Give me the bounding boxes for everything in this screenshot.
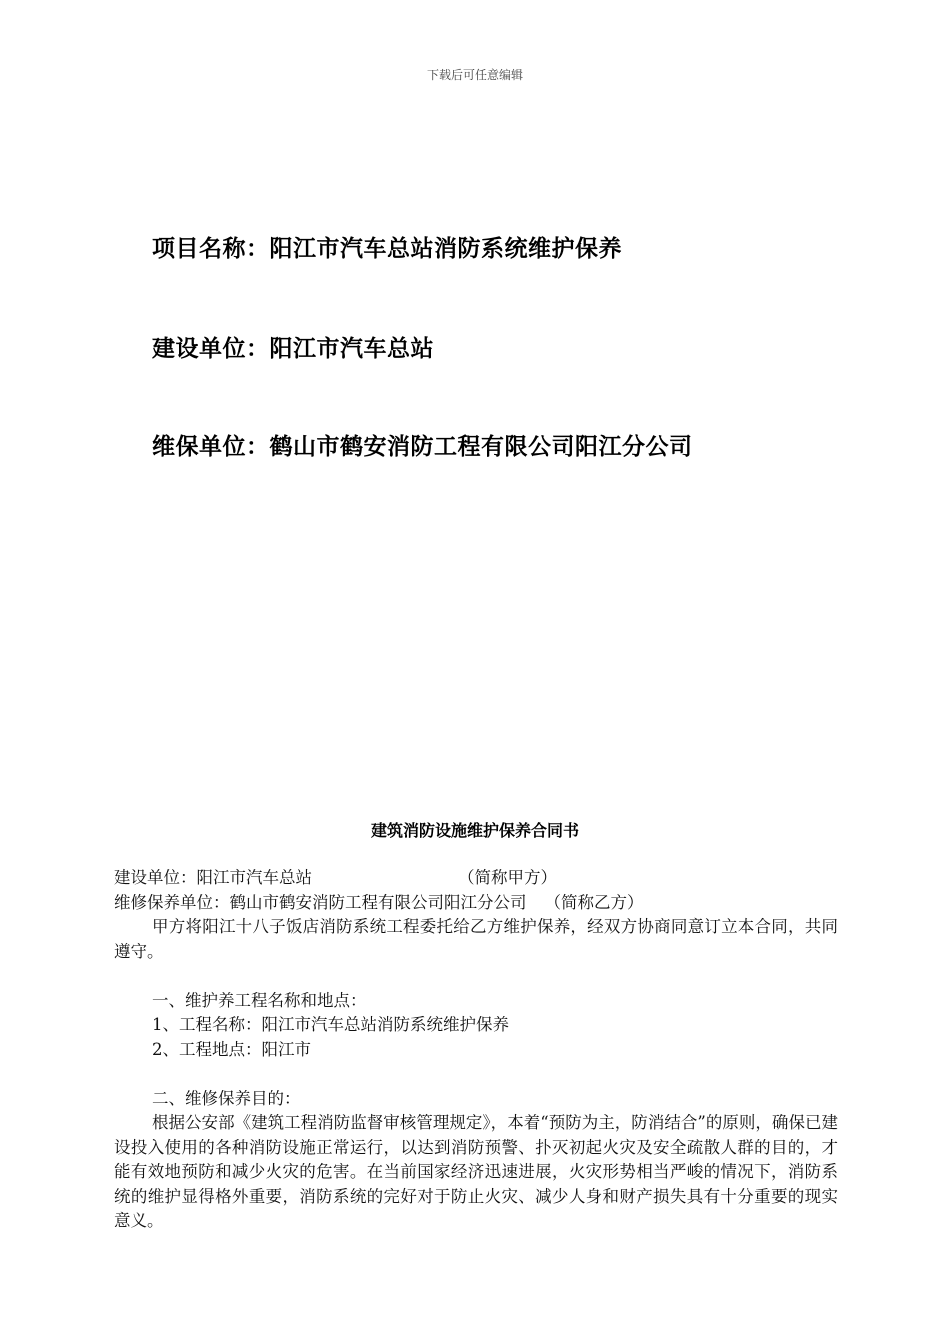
party-a-short: （简称甲方） — [458, 868, 557, 887]
section2-heading: 二、维修保养目的： — [152, 1088, 301, 1108]
party-a-label: 建设单位：阳江市汽车总站 — [114, 868, 312, 887]
party-b-label: 维修保养单位：鹤山市鹤安消防工程有限公司阳江分公司 — [114, 892, 527, 912]
intro-paragraph: 甲方将阳江十八子饭店消防系统工程委托给乙方维护保养，经双方协商同意订立本合同，共同遵守。 — [114, 917, 838, 961]
cover-construction-unit: 建设单位：阳江市汽车总站 — [152, 336, 434, 362]
section1-item2: 2、工程地点：阳江市 — [152, 1039, 311, 1059]
section1-item1: 1、工程名称：阳江市汽车总站消防系统维护保养 — [152, 1015, 509, 1034]
page-header-note: 下载后可任意编辑 — [426, 68, 523, 82]
party-a-line — [114, 866, 838, 891]
contract-body — [114, 866, 838, 1234]
party-b-line — [114, 891, 838, 916]
cover-maintenance-unit: 维保单位：鹤山市鹤安消防工程有限公司阳江分公司 — [152, 434, 693, 460]
party-b-short: （简称乙方） — [544, 892, 644, 912]
contract-title: 建筑消防设施维护保养合同书 — [370, 821, 579, 840]
section2-paragraph: 根据公安部《建筑工程消防监督审核管理规定》，本着“预防为主，防消结合”的原则，确保已建设投入使用的各种消防设施正常运行，以达到消防预警、扑灭初起火灾及安全疏散人群的目的，才能有效地预防和减少火灾的危害。在当前国家经济迅速进展，火灾形势相当严峻的情况下，消防系统的维护显得格外重要，消防系统的完好对于防止火灾、减少人身和财产损失具有十分重要的现实意义。 — [114, 1113, 838, 1230]
cover-project-name: 项目名称：阳江市汽车总站消防系统维护保养 — [152, 236, 622, 262]
section1-heading: 一、维护养工程名称和地点： — [152, 990, 367, 1010]
